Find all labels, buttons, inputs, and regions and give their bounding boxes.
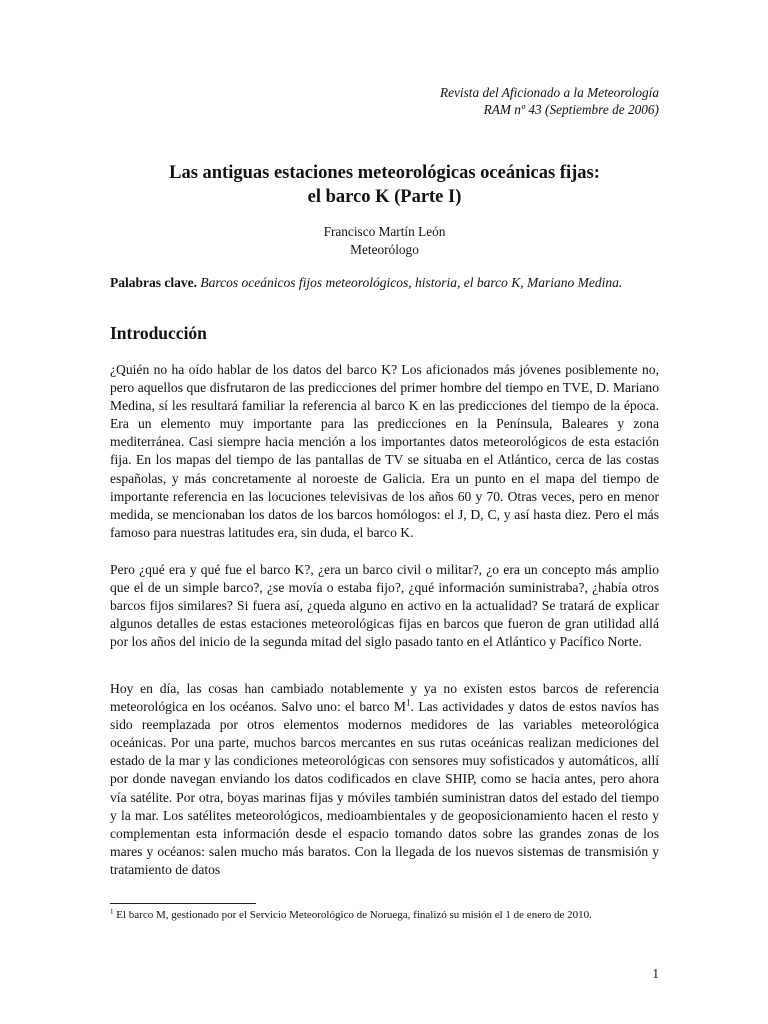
paragraph-1: ¿Quién no ha oído hablar de los datos del barco K? Los aficionados más jóvenes posiblemente no, pero aquellos que disfrutaron de las predicciones del primer hombre del tiempo en TVE, D. Mariano Medina, sí les resultará familiar la referencia al barco K en las predicciones del tiempo de la época. Era un elemento muy importante para las predicciones en la Península, Baleares y zona mediterránea. Casi siempre hacia mención a los importantes datos meteorológicos de esta estación fija. En los mapas del tiempo de las pantallas de TV se situaba en el Atlántico, cerca de las costas españolas, y más concretamente al noroeste de Galicia. Era un punto en el mapa del tiempo de importante referencia en las locuciones televisivas de los años 60 y 70. Otras veces, pero en menor medida, se mencionaban los datos de los barcos homólogos: el J, D, C, y así hasta diez. Pero el más famoso para nuestras latitudes era, sin duda, el barco K. [110, 362, 659, 540]
title-line-1: Las antiguas estaciones meteorológicas oceánicas fijas: [169, 163, 600, 183]
footnote-text: El barco M, gestionado por el Servicio Meteorológico de Noruega, finalizó su misión el 1 de enero de 2010. [113, 909, 592, 921]
footnote-marker: 1 [110, 907, 114, 916]
keywords-label: Palabras clave. [110, 275, 197, 290]
paragraph-3-text-a: Hoy en día, las cosas han cambiado notablemente y ya no existen estos barcos de referencia meteorológica en los océanos. Salvo uno: el barco M [110, 681, 659, 715]
paragraph-3 [110, 680, 659, 879]
author-block [110, 223, 659, 259]
footnote [110, 908, 659, 923]
footnote-divider [110, 903, 256, 904]
title-line-2: el barco K (Parte I) [307, 187, 462, 207]
footnote-reference[interactable]: 1 [406, 697, 411, 708]
article-title [110, 161, 659, 209]
author-name: Francisco Martín León [323, 224, 446, 239]
journal-issue: RAM nº 43 (Septiembre de 2006) [483, 102, 659, 117]
journal-header [440, 84, 659, 118]
paragraph-3-text-b: . Las actividades y datos de estos navíos has sido reemplazada por otros elementos modernos medidores de las variables meteorológica oceánicas. Por una parte, muchos barcos mercantes en sus rutas oceánicas realizan mediciones del estado de la mar y las condiciones meteorológicas con sensores muy sofisticados y automáticos, allí por donde navegan enviando los datos codificados en clave SHIP, como se hacia antes, pero ahora vía satélite. Por otra, boyas marinas fijas y móviles también suministran datos del estado del tiempo y la mar. Los satélites meteorológicos, medioambientales y de geoposicionamiento hacen el resto y complementan esta información desde el espacio tomando datos sobre las grandes zonas de los mares y océanos: salen mucho más baratos. Con la llegada de los nuevos sistemas de transmisión y tratamiento de datos [110, 699, 660, 877]
author-role: Meteorólogo [350, 242, 419, 257]
page-number: 1 [652, 966, 659, 981]
keywords-text: Barcos oceánicos fijos meteorológicos, historia, el barco K, Mariano Medina. [200, 275, 623, 290]
journal-name: Revista del Aficionado a la Meteorología [440, 85, 659, 100]
paragraph-2: Pero ¿qué era y qué fue el barco K?, ¿era un barco civil o militar?, ¿o era un concepto más amplio que el de un simple barco?, ¿se movía o estaba fijo?, ¿qué información suministraba?, ¿había otros barcos fijos similares? Si fuera así, ¿queda alguno en activo en la actualidad? Se tratará de explicar algunos detalles de estas estaciones meteorológicas fijas en barcos que fueron de gran utilidad allá por los años del inicio de la segunda mitad del siglo pasado tanto en el Atlántico y Pacífico Norte. [110, 562, 659, 650]
section-heading: Introducción [110, 323, 207, 343]
keywords [110, 274, 659, 292]
